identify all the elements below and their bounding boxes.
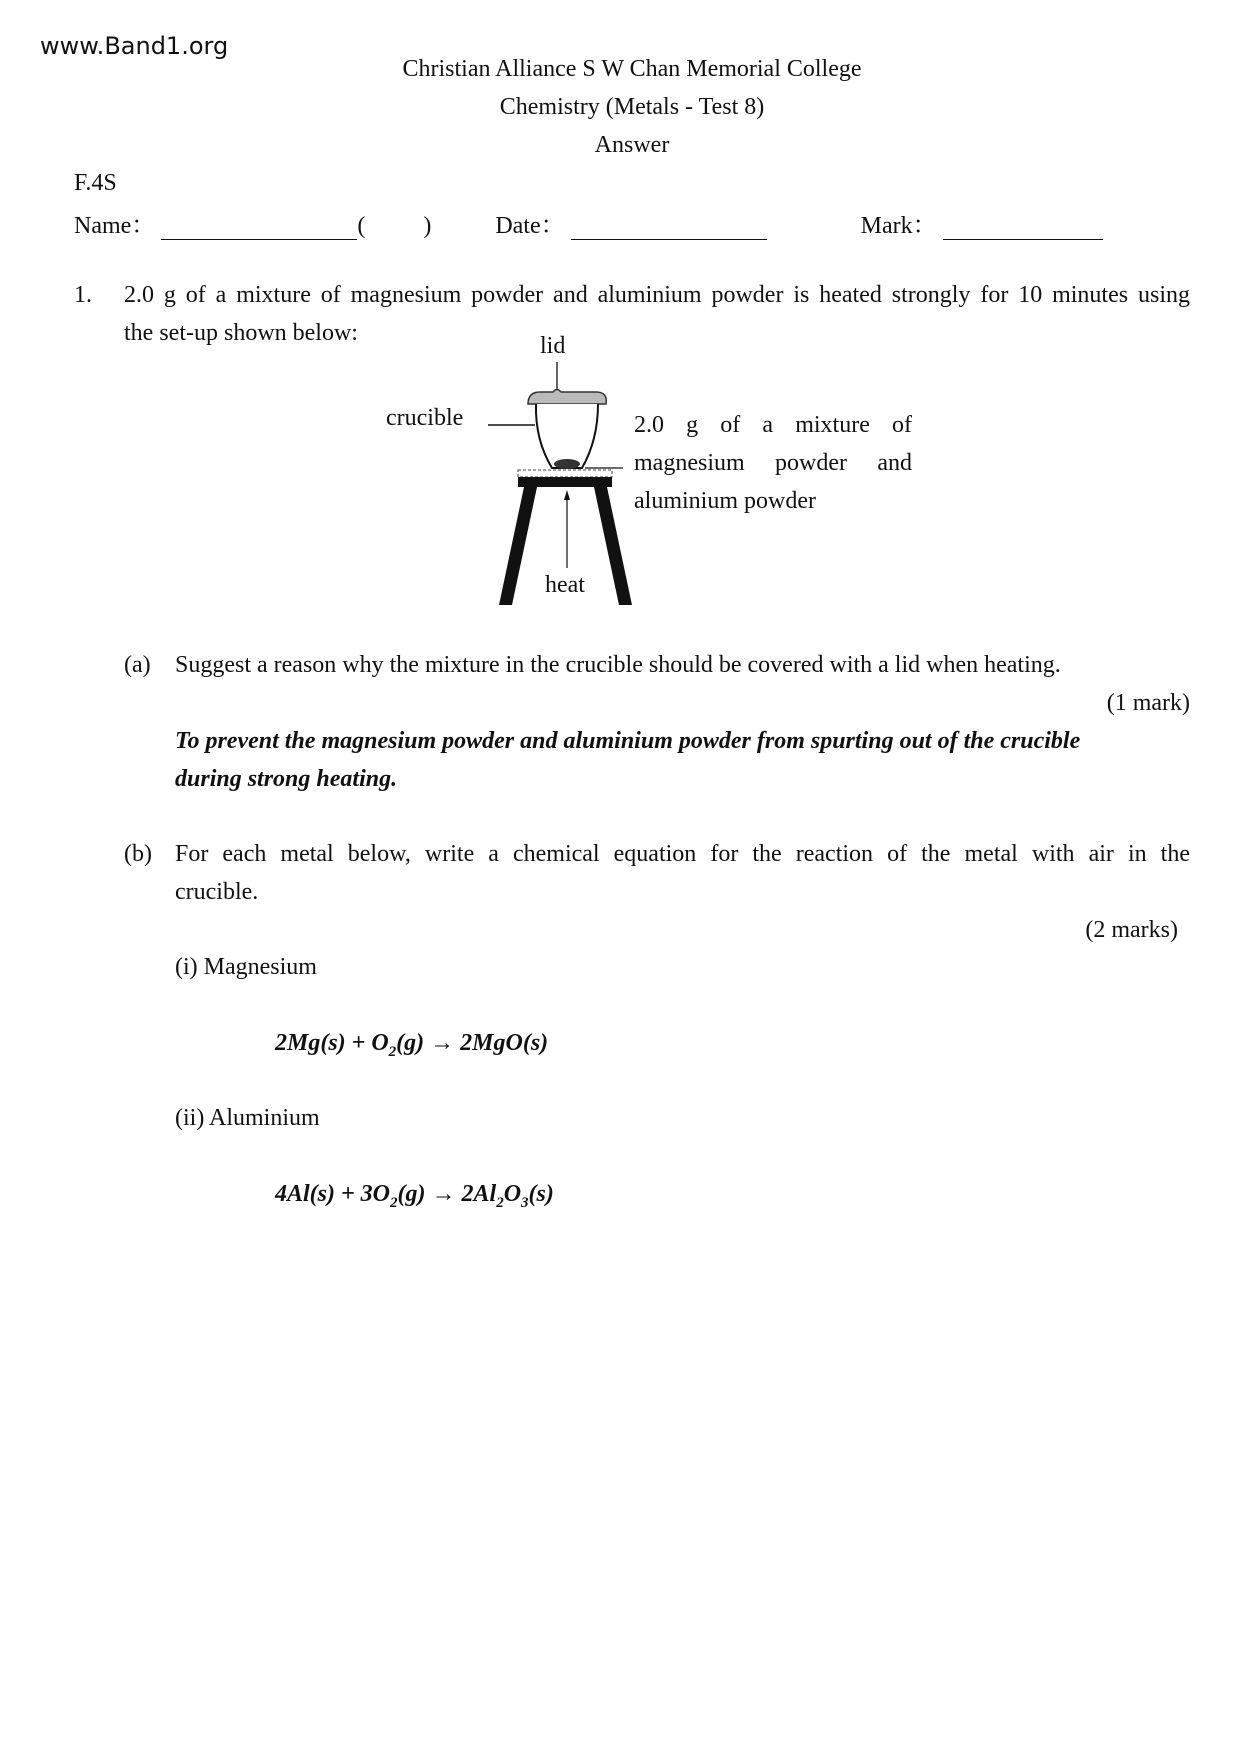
- paren-close: ): [423, 213, 432, 239]
- name-label: Name：: [74, 213, 156, 239]
- tripod-leg-left: [499, 487, 537, 605]
- label-mixture-1: 2.0 g of a mixture of: [634, 412, 912, 438]
- aluminium-equation: $4Al(s) + 3O_2(g) \to 2Al_2O_3(s)$: [275, 1181, 554, 1211]
- part-b-i-label: (i) Magnesium: [175, 954, 317, 980]
- question-stem-line2: the set-up shown below:: [124, 320, 358, 346]
- label-heat: heat: [545, 572, 585, 598]
- tripod-leg-right: [594, 487, 632, 605]
- part-a-question: Suggest a reason why the mixture in the crucible should be covered with a lid when heating.: [175, 652, 1061, 678]
- mark-label: Mark：: [860, 213, 937, 239]
- watermark: www.Band1.org: [40, 32, 229, 60]
- label-mixture-2: magnesium powder and: [634, 450, 912, 476]
- question-number: 1.: [74, 282, 92, 308]
- label-mixture-3: aluminium powder: [634, 488, 816, 514]
- paren-open: (: [357, 213, 366, 239]
- part-a-answer-line2: during strong heating.: [175, 766, 398, 792]
- part-b-ii-label: (ii) Aluminium: [175, 1105, 320, 1131]
- part-a-answer: To prevent the magnesium powder and aluminium powder from spurting out of the crucible: [175, 728, 1081, 754]
- question-stem: 2.0 g of a mixture of magnesium powder and aluminium powder is heated strongly for 10 minutes using: [124, 282, 1190, 308]
- crucible-shape: [536, 404, 598, 468]
- label-lid: lid: [540, 333, 566, 359]
- part-b-question: For each metal below, write a chemical equation for the reaction of the metal with air in the: [175, 841, 1190, 867]
- subject-title: Chemistry (Metals - Test 8): [499, 94, 765, 120]
- magnesium-equation: $2Mg(s) + O_2(g) \to 2MgO(s)$: [275, 1030, 549, 1060]
- heat-arrowhead: [564, 490, 570, 500]
- mixture-powder: [554, 459, 580, 469]
- label-crucible: crucible: [386, 405, 464, 431]
- answer-heading: Answer: [594, 132, 670, 158]
- gauze: [518, 470, 612, 477]
- part-a-label: (a): [124, 652, 151, 678]
- crucible-diagram: [0, 0, 1240, 700]
- class-label: F.4S: [74, 170, 117, 196]
- school-name: Christian Alliance S W Chan Memorial College: [402, 56, 862, 82]
- part-a-marks: (1 mark): [1106, 690, 1190, 716]
- part-b-marks: (2 marks): [1085, 917, 1178, 943]
- part-b-question-line2: crucible.: [175, 879, 259, 905]
- tripod-top: [518, 477, 612, 487]
- part-b-label: (b): [124, 841, 152, 867]
- lid-shape: [528, 390, 606, 405]
- date-label: Date：: [495, 213, 565, 239]
